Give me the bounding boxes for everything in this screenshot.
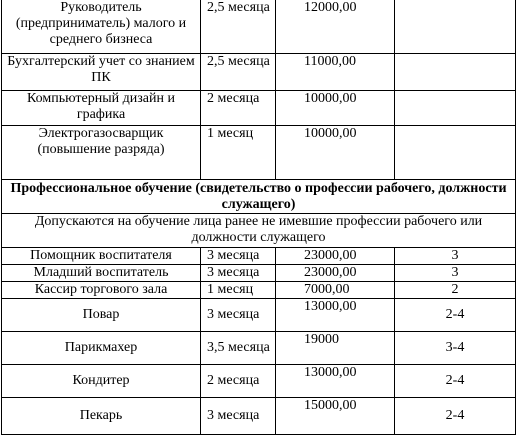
price-table (1, 0, 516, 435)
table-row (2, 248, 516, 265)
course-term: 3 месяца (201, 265, 276, 282)
course-price: 12000,00 (276, 0, 395, 54)
course-term: 3 месяца (201, 248, 276, 265)
table-row (2, 282, 516, 299)
course-name: Компьютерный дизайн и графика (2, 91, 201, 126)
course-term: 2 месяца (201, 365, 276, 398)
course-price: 11000,00 (276, 54, 395, 91)
course-price: 7000,00 (276, 282, 395, 299)
table-row (2, 332, 516, 365)
course-term: 1 месяц (201, 282, 276, 299)
table-row (2, 54, 516, 91)
table-row (2, 365, 516, 398)
course-price: 19000 (276, 332, 395, 365)
course-grade: 3-4 (395, 332, 516, 365)
course-term: 3,5 месяца (201, 332, 276, 365)
course-term: 2,5 месяца (201, 54, 276, 91)
section-header: Профессиональное обучение (свидетельство о профессии рабочего, должности служащего) (2, 180, 516, 214)
course-name: Электрогазосварщик (повышение разряда) (2, 126, 201, 180)
section-header-row (2, 180, 516, 214)
course-grade: 3 (395, 248, 516, 265)
course-name: Бухгалтерский учет со знанием ПК (2, 54, 201, 91)
course-name: Младший воспитатель (2, 265, 201, 282)
course-name: Кондитер (2, 365, 201, 398)
section-note-row (2, 214, 516, 248)
course-grade (395, 91, 516, 126)
course-name: Пекарь (2, 398, 201, 435)
course-term: 2 месяца (201, 91, 276, 126)
course-term: 3 месяца (201, 398, 276, 435)
course-name: Повар (2, 299, 201, 332)
course-price: 13000,00 (276, 365, 395, 398)
course-price: 23000,00 (276, 265, 395, 282)
table-row (2, 265, 516, 282)
table-row (2, 0, 516, 54)
course-name: Помощник воспитателя (2, 248, 201, 265)
course-grade: 2 (395, 282, 516, 299)
course-price: 23000,00 (276, 248, 395, 265)
table-row (2, 299, 516, 332)
table-row (2, 398, 516, 435)
course-grade: 2-4 (395, 365, 516, 398)
course-grade (395, 54, 516, 91)
course-term: 1 месяц (201, 126, 276, 180)
section-note: Допускаются на обучение лица ранее не имевшие профессии рабочего или должности служащего (2, 214, 516, 248)
course-grade (395, 126, 516, 180)
course-name: Руководитель (предприниматель) малого и среднего бизнеса (2, 0, 201, 54)
course-grade: 2-4 (395, 299, 516, 332)
course-grade: 3 (395, 265, 516, 282)
course-price: 10000,00 (276, 126, 395, 180)
course-name: Парикмахер (2, 332, 201, 365)
table-row (2, 126, 516, 180)
course-price: 10000,00 (276, 91, 395, 126)
course-price: 13000,00 (276, 299, 395, 332)
course-name: Кассир торгового зала (2, 282, 201, 299)
course-term: 3 месяца (201, 299, 276, 332)
table-row (2, 91, 516, 126)
course-price: 15000,00 (276, 398, 395, 435)
course-grade (395, 0, 516, 54)
course-grade: 2-4 (395, 398, 516, 435)
course-term: 2,5 месяца (201, 0, 276, 54)
